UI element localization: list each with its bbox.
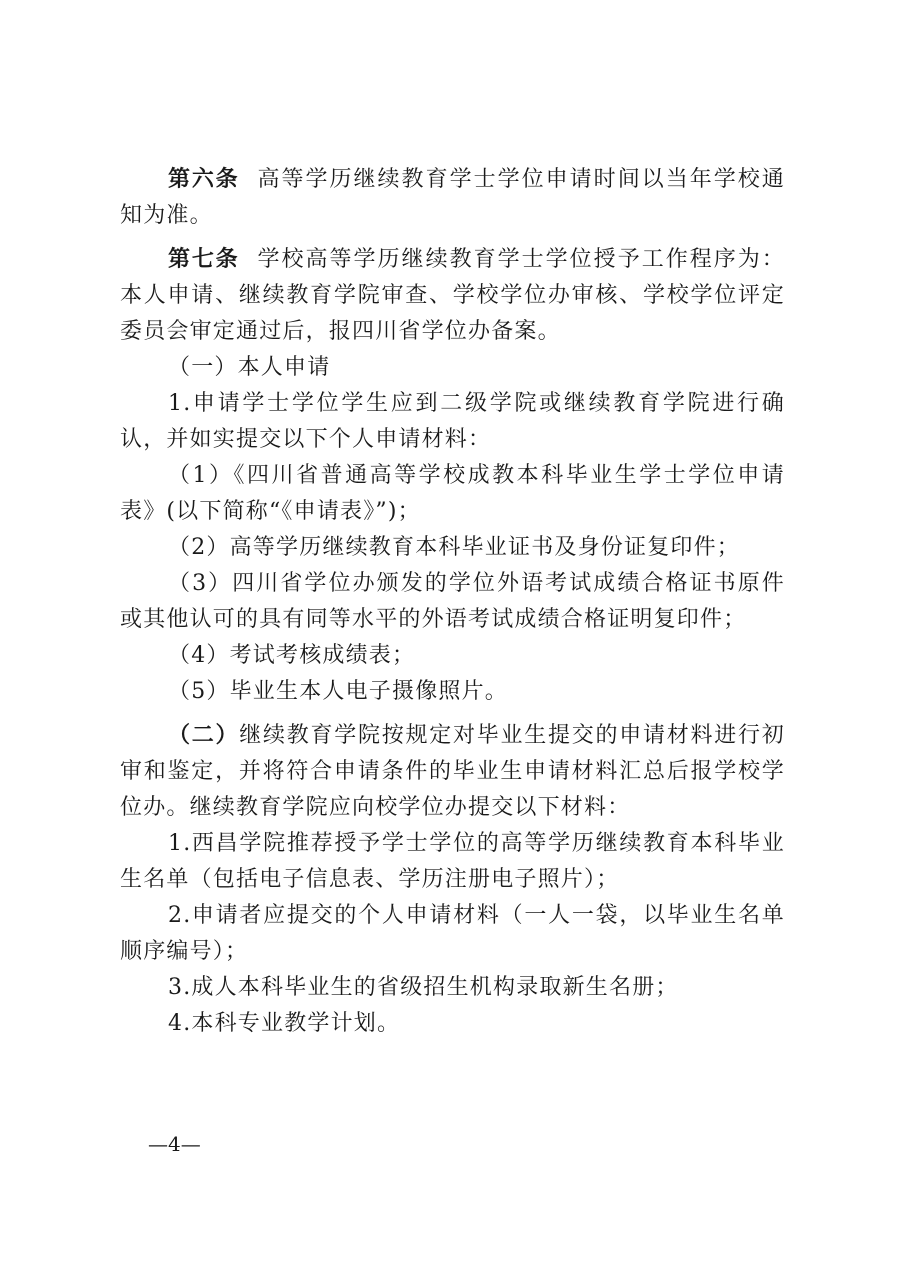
section-2-heading: （二） bbox=[168, 723, 240, 748]
section-1-item: （3）四川省学位办颁发的学位外语考试成绩合格证书原件或其他认可的具有同等水平的外语考试成绩合格证明复印件； bbox=[120, 571, 785, 632]
section-2-item: 3.成人本科毕业生的省级招生机构录取新生名册； bbox=[168, 975, 679, 1000]
section-1-heading: （一）本人申请 bbox=[168, 355, 331, 380]
document-body bbox=[120, 162, 785, 1042]
section-1-intro: 1.申请学士学位学生应到二级学院或继续教育学院进行确认，并如实提交以下个人申请材料： bbox=[120, 391, 785, 452]
section-1-item: （2）高等学历继续教育本科毕业证书及身份证复印件； bbox=[168, 535, 740, 560]
section-1-item: （4）考试考核成绩表； bbox=[168, 643, 416, 668]
section-2-item: 1.西昌学院推荐授予学士学位的高等学历继续教育本科毕业生名单（包括电子信息表、学历注册电子照片）； bbox=[120, 831, 785, 892]
page-number: —4— bbox=[148, 1132, 201, 1156]
section-2-item: 2.申请者应提交的个人申请材料（一人一袋，以毕业生名单顺序编号）； bbox=[120, 903, 785, 964]
article-7-text: 学校高等学历继续教育学士学位授予工作程序为：本人申请、继续教育学院审查、学校学位办审核、学校学位评定委员会审定通过后，报四川省学位办备案。 bbox=[120, 247, 785, 344]
article-6 bbox=[120, 162, 785, 234]
section-1-item: （5）毕业生本人电子摄像照片。 bbox=[168, 679, 508, 704]
section-1-item: （1）《四川省普通高等学校成教本科毕业生学士学位申请表》(以下简称“《申请表》”)； bbox=[120, 463, 785, 524]
article-7-label: 第七条 bbox=[168, 247, 240, 272]
section-2-text: 继续教育学院按规定对毕业生提交的申请材料进行初审和鉴定，并将符合申请条件的毕业生申请材料汇总后报学校学位办。继续教育学院应向校学位办提交以下材料： bbox=[120, 723, 785, 820]
section-2 bbox=[120, 718, 785, 826]
article-7 bbox=[120, 242, 785, 350]
section-2-item: 4.本科专业教学计划。 bbox=[168, 1011, 401, 1036]
article-6-text: 高等学历继续教育学士学位申请时间以当年学校通知为准。 bbox=[120, 167, 785, 228]
article-6-label: 第六条 bbox=[168, 167, 240, 192]
